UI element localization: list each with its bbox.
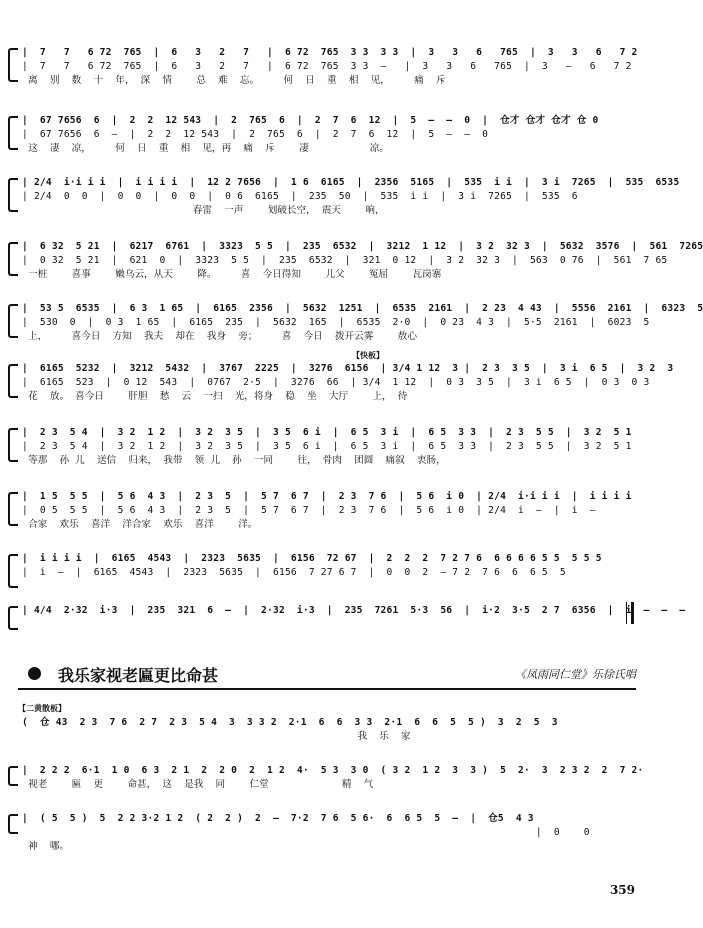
page-number: 359 xyxy=(609,883,635,897)
upper-staff: | 53 5 6535 | 6 3 1 65 | 6165 2356 | 5632 1251 | 6535 2161 | 2 23 4 43 | 5556 2161 | 6323 5 xyxy=(22,303,703,314)
lower-staff: | i — | 6165 4543 | 2323 5635 | 6156 7 27 6 7 | 0 0 2 — 7 2 7 6 6 6 5 5 xyxy=(22,567,566,578)
section-title: 我乐家视老匾更比命甚 xyxy=(58,666,219,685)
lower-staff: | 0 32 5 21 | 621 0 | 3323 5 5 | 235 6532 | 321 0 12 | 3 2 32 3 | 563 0 76 | 561 7 65 xyxy=(22,255,668,266)
system-8 xyxy=(22,490,634,531)
system-2 xyxy=(22,114,634,155)
lower-staff: | 67 7656 6 — | 2 2 12 543 | 2 765 6 | 2 7 6 12 | 5 — — 0 xyxy=(22,129,489,140)
system-6 xyxy=(22,351,674,403)
lyrics: 花 放。 喜今日 肝胆 愁 云 一扫 光，将身 稳 坐 大厅 上， 待 xyxy=(22,391,408,402)
bullet-icon xyxy=(28,667,41,680)
upper-staff: | 7 7 6 72 765 | 6 3 2 7 | 6 72 765 3 3 3 3 | 3 3 6 765 | 3 3 6 7 2 xyxy=(22,47,638,58)
lower-staff: | 7 7 6 72 765 | 6 3 2 7 | 6 72 765 3 3 — | 3 3 6 765 | 3 — 6 7 2 xyxy=(22,61,632,72)
final-barline xyxy=(626,602,634,624)
system-4 xyxy=(22,240,703,281)
system-5 xyxy=(22,302,703,343)
upper-staff: | i i i i | 6165 4543 | 2323 5635 | 6156 72 67 | 2 2 2 7 2 7 6 6 6 6 6 5 5 5 5 5 xyxy=(22,553,602,564)
upper-staff: | ( 5 5 ) 5 2 2 3·2 1 2 ( 2 2 ) 2 — 7·2 7 6 5 6· 6 6 5 5 — | 仓5 4 3 xyxy=(22,813,534,824)
lower-staff: | 0 5 5 5 | 5 6 4 3 | 2 3 5 | 5 7 6 7 | 2 3 7 6 | 5 6 i 0 | 2/4 i — | i — xyxy=(22,505,596,516)
system-10 xyxy=(22,604,686,618)
section-line-1 xyxy=(22,716,634,743)
lyrics: 离 别 数 十 年， 深 情 总 难 忘。 何 日 重 相 见， 痛 斥 xyxy=(22,75,446,86)
system-3 xyxy=(22,176,680,217)
lyrics: 神 哪。 xyxy=(22,841,70,852)
upper-staff: ( 仓 43 2 3 7 6 2 7 2 3 5 4 3 3 3 2 2·1 6 6 3 3 2·1 6 6 5 5 ) 3 2 5 3 xyxy=(22,717,558,728)
upper-staff: | 6 32 5 21 | 6217 6761 | 3323 5 5 | 235 6532 | 3212 1 12 | 3 2 32 3 | 5632 3576 | 561 7265 xyxy=(22,241,703,252)
lower-staff: | 530 0 | 0 3 1 65 | 6165 235 | 5632 165 | 6535 2·0 | 0 23 4 3 | 5·5 2161 | 6023 5 xyxy=(22,317,650,328)
section-line-3 xyxy=(22,812,634,853)
lyrics: 合家 欢乐 喜洋 洋合家 欢乐 喜洋 洋。 xyxy=(22,519,258,530)
lyrics: 一桩 喜事 嫩乌云，从天 降。 喜 今日得知 儿父 冤屈 瓦岗寨 xyxy=(22,269,442,280)
lower-staff: | 0 0 xyxy=(22,827,590,838)
system-1 xyxy=(22,46,638,87)
upper-staff: | 2 2 2 6·1 1 0 6 3 2 1 2 2 0 2 1 2 4· 5 3 3 0 ( 3 2 1 2 3 3 ) 5 2· 3 2 3 2 2 7 2· xyxy=(22,765,644,776)
lyrics: 春雷 一声 划破长空， 震天 响， xyxy=(22,205,385,216)
lyrics: 上， 喜今日 方知 我夫 却在 我身 旁； 喜 今日 拨开云雾 敖心 xyxy=(22,331,417,342)
system-7 xyxy=(22,426,634,467)
lower-staff: | 2 3 5 4 | 3 2 1 2 | 3 2 3 5 | 3 5 6 i | 6 5 3 i | 6 5 3 3 | 2 3 5 5 | 3 2 5 1 xyxy=(22,441,632,452)
lyrics: 视老 匾 更 命甚， 这 是我 同 仁堂 精 气 xyxy=(22,779,374,790)
upper-staff: | 2 3 5 4 | 3 2 1 2 | 3 2 3 5 | 3 5 6 i | 6 5 3 i | 6 5 3 3 | 2 3 5 5 | 3 2 5 1 xyxy=(22,427,632,438)
heading-rule xyxy=(18,688,636,690)
lower-staff: | 6165 523 | 0 12 543 | 0767 2·5 | 3276 66 | 3/4 1 12 | 0 3 3 5 | 3 i 6 5 | 0 3 0 3 xyxy=(22,377,650,388)
section-marker: 【二黄散板】 xyxy=(18,704,66,713)
upper-staff: | 2/4 i·i i i | i i i i | 12 2 7656 | 1 6 6165 | 2356 5165 | 535 i i | 3 i 7265 | 535 6535 xyxy=(22,177,680,188)
tempo-marker: 【快板】 xyxy=(352,351,384,360)
lyrics: 这 凄 凉， 何 日 重 相 见，再 痛 斥 凄 凉。 xyxy=(22,143,389,154)
section-source: 《凤雨同仁堂》乐徐氏唱 xyxy=(515,668,636,681)
upper-staff: | 67 7656 6 | 2 2 12 543 | 2 765 6 | 2 7 6 12 | 5 — — 0 | 仓才 仓才 仓才 仓 0 xyxy=(22,115,599,126)
lyrics: 等那 孙 儿 送信 归来， 我带 领 儿 孙 一同 往， 骨肉 团圆 痛叙 衷肠， xyxy=(22,455,446,466)
lyrics: 我 乐 家 xyxy=(22,731,411,742)
section-heading xyxy=(18,660,636,688)
upper-staff: | 6165 5232 | 3212 5432 | 3767 2225 | 3276 6156 | 3/4 1 12 3 | 2 3 3 5 | 3 i 6 5 | 3 2 3 xyxy=(22,363,674,374)
upper-staff: | 4/4 2·32 i·3 | 235 321 6 — | 2·32 i·3 | 235 7261 5·3 56 | i·2 3·5 2 7 6356 | i — — — xyxy=(22,605,686,616)
upper-staff: | 1 5 5 5 | 5 6 4 3 | 2 3 5 | 5 7 6 7 | 2 3 7 6 | 5 6 i 0 | 2/4 i·i i i | i i i i xyxy=(22,491,632,502)
system-9 xyxy=(22,552,634,580)
section-line-2 xyxy=(22,764,644,791)
lower-staff: | 2/4 0 0 | 0 0 | 0 0 | 0 6 6165 | 235 50 | 535 i i | 3 i 7265 | 535 6 xyxy=(22,191,578,202)
